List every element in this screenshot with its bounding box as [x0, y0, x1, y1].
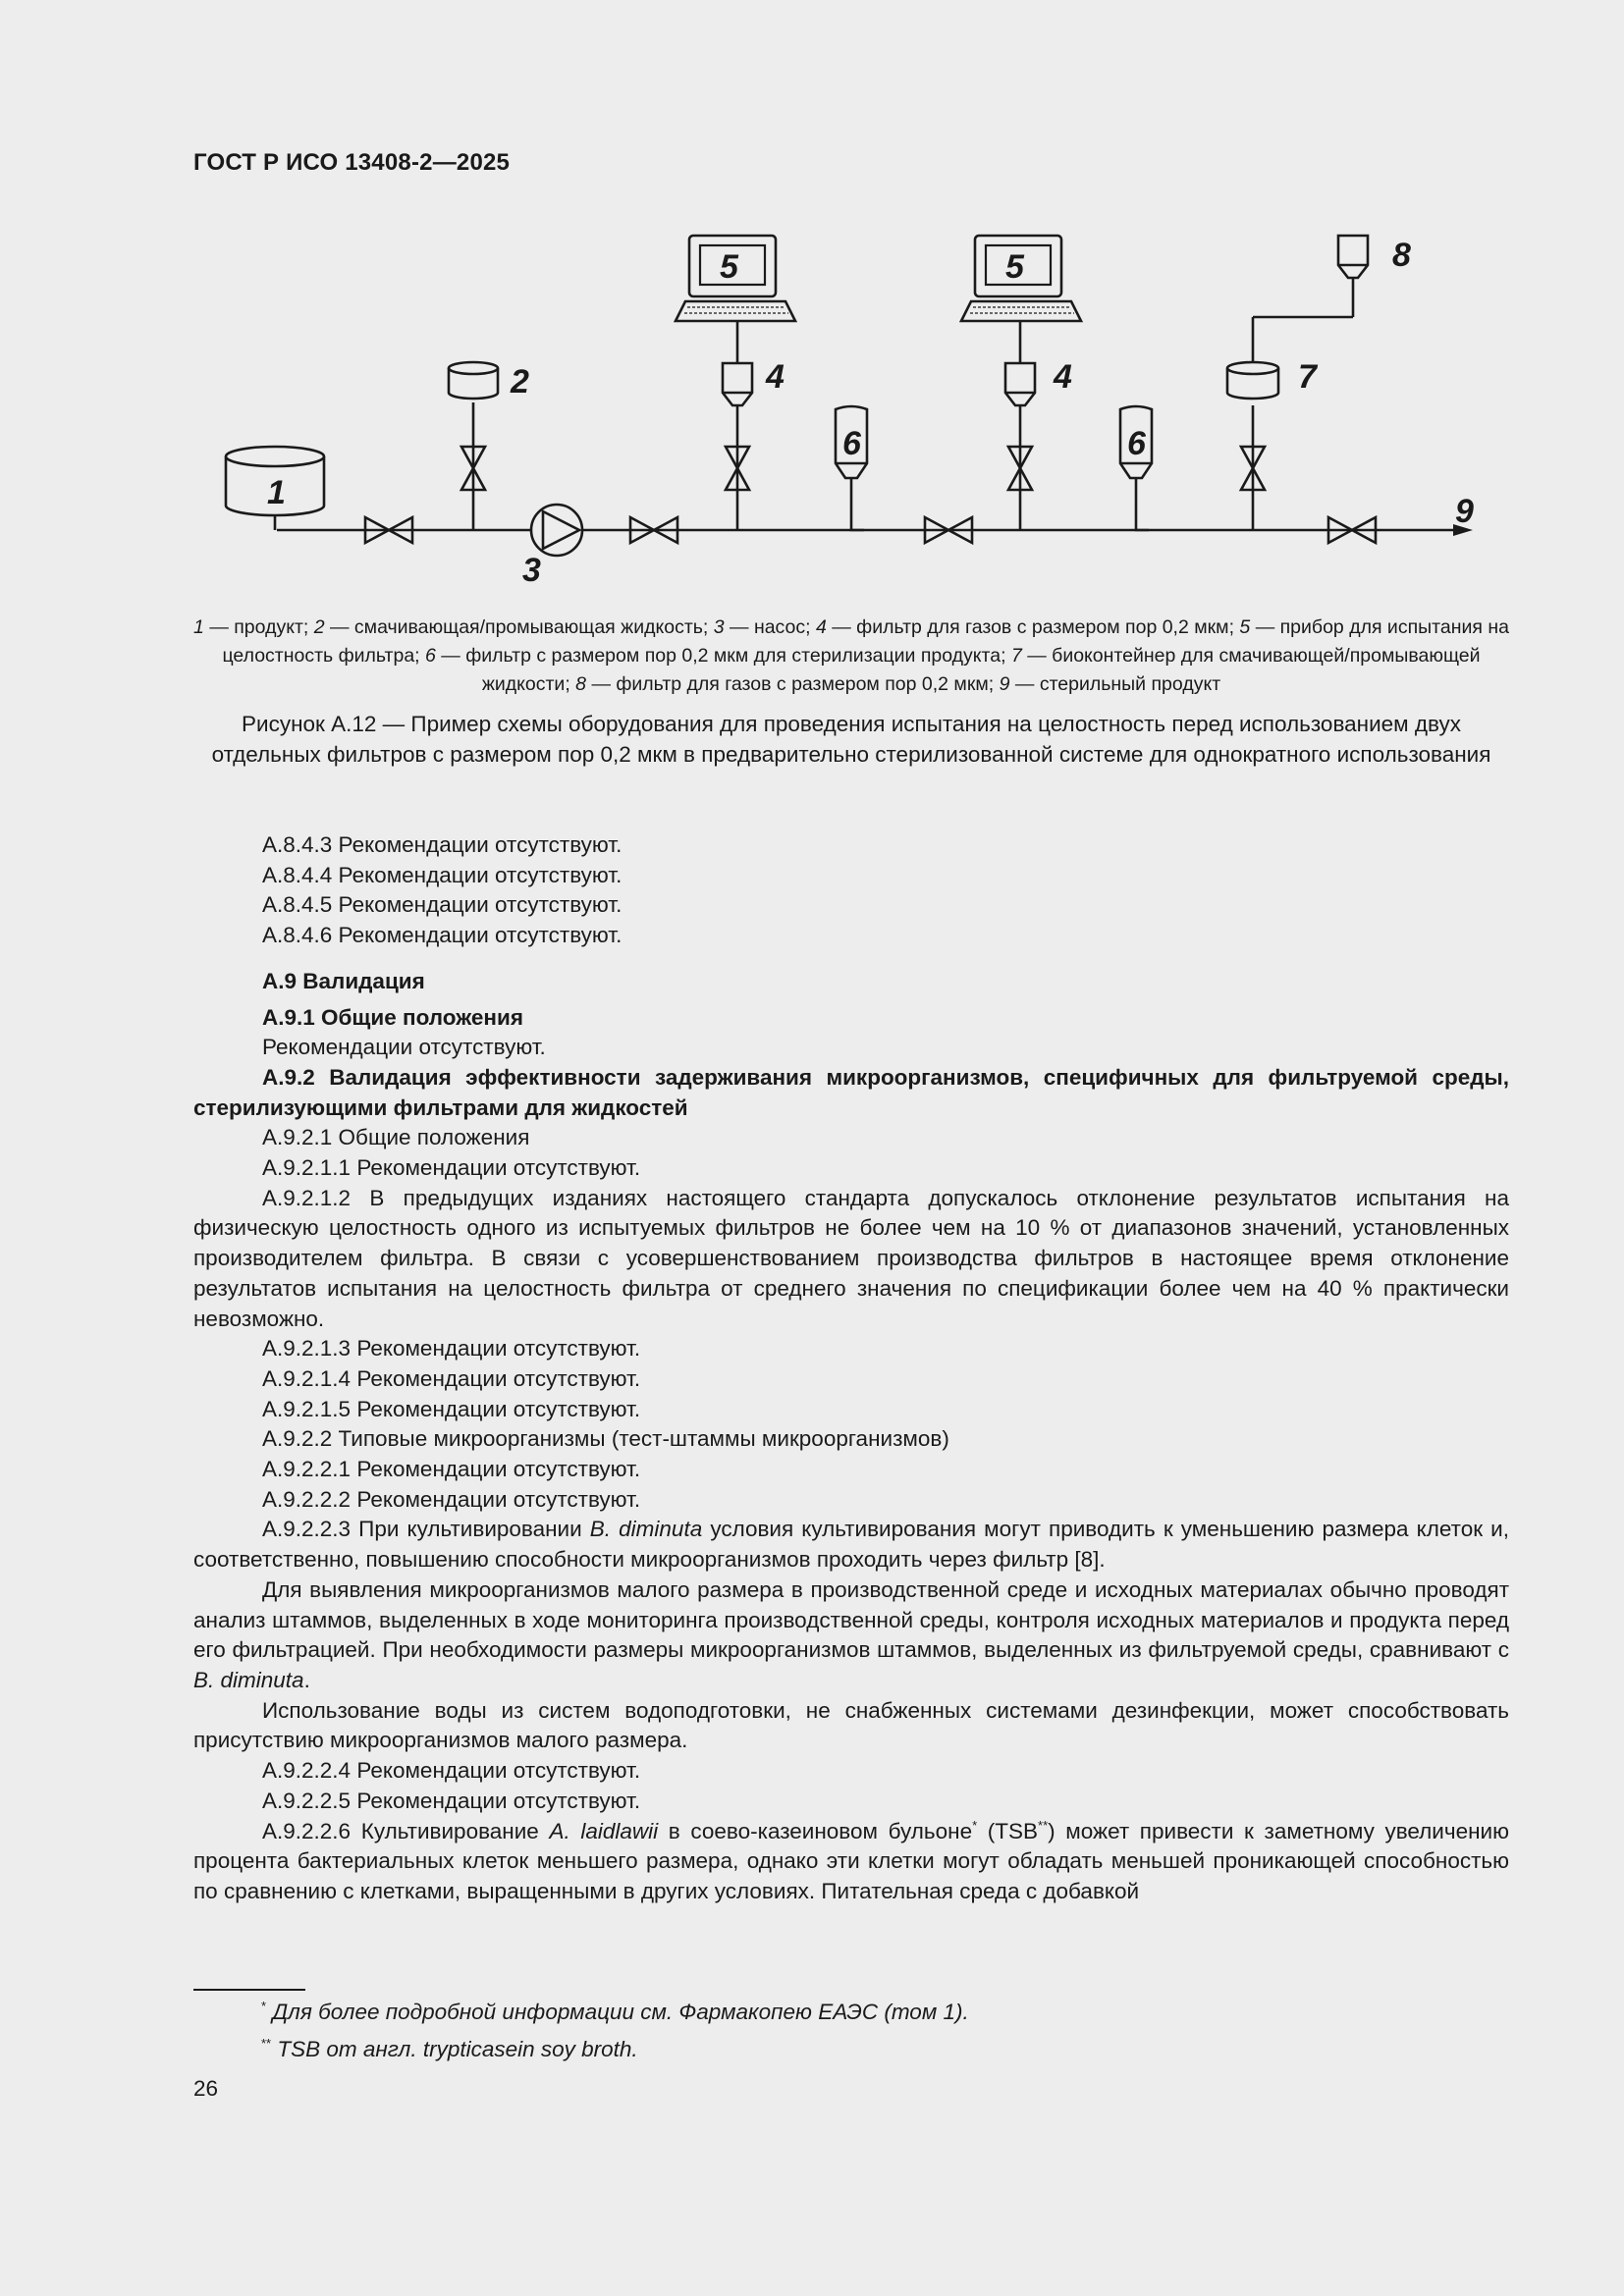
pump — [522, 505, 582, 589]
footnotes — [261, 1994, 1439, 2068]
legend-item: 6 — фильтр с размером пор 0,2 мкм для стерилизации продукта; — [425, 645, 1011, 667]
page-number: 26 — [193, 2076, 219, 2101]
product-tank — [226, 447, 324, 530]
section-heading-a9: А.9 Валидация — [262, 968, 425, 993]
clause-a9-2-1-1: А.9.2.1.1 Рекомендации отсутствуют. — [262, 1155, 641, 1181]
clause-a9-2-1-5: А.9.2.1.5 Рекомендации отсутствуют. — [262, 1396, 641, 1421]
legend-item: 1 — продукт; — [193, 616, 314, 638]
page-header: ГОСТ Р ИСО 13408-2—2025 — [193, 149, 511, 176]
clause-a9-2-2-3: А.9.2.2.3 При культивировании B. diminuta условия культивирования могут приводить к уменьшению размера клеток и, соответственно, повышению способности микроорганизмов проходить через фильтр [8]. — [193, 1517, 1509, 1573]
legend-item: 5 — прибор для испытания на целостность фильтра; — [222, 616, 1509, 667]
clause-a9-2-2: А.9.2.2 Типовые микроорганизмы (тест-штаммы микроорганизмов) — [262, 1426, 949, 1452]
footnote-divider — [193, 1989, 305, 1991]
equipment-diagram — [206, 221, 1502, 604]
svg-text:6: 6 — [842, 425, 861, 462]
svg-text:5: 5 — [720, 248, 738, 286]
clause-a8-4-3: А.8.4.3 Рекомендации отсутствуют. — [262, 832, 623, 857]
gas-filter-left — [723, 358, 785, 530]
gas-filter-right — [1005, 358, 1072, 530]
clause-a9-2-1: А.9.2.1 Общие положения — [262, 1125, 530, 1150]
clause-a9-2-1-3: А.9.2.1.3 Рекомендации отсутствуют. — [262, 1336, 641, 1362]
clause-a9-1-text: Рекомендации отсутствуют. — [262, 1035, 546, 1060]
paragraph-detection: Для выявления микроорганизмов малого размера в производственной среде и исходных материалах обычно проводят анализ штаммов, выделенных в ходе мониторинга производственной среды, контроля исходных материалов и продукта перед его фильтрацией. При необходимости размеры микроорганизмов штаммов, выделенных из фильтруемой среды, сравнивают с B. diminuta. — [193, 1576, 1509, 1692]
clause-a8-4-5: А.8.4.5 Рекомендации отсутствуют. — [262, 892, 623, 918]
svg-text:6: 6 — [1127, 425, 1146, 462]
figure-legend — [193, 614, 1509, 699]
legend-item: 7 — биоконтейнер для смачивающей/промывающей жидкости; — [481, 645, 1481, 695]
integrity-tester-right — [961, 236, 1081, 363]
figure-caption: Рисунок А.12 — Пример схемы оборудования для проведения испытания на целостность перед использованием двух отдельных фильтров с размером пор 0,2 мкм в предварительно стерилизованной системе для однократного использования — [211, 712, 1491, 767]
svg-text:4: 4 — [766, 358, 785, 396]
sterilizing-filter-left — [836, 406, 867, 530]
clause-a8-4-4: А.8.4.4 Рекомендации отсутствуют. — [262, 862, 623, 887]
biocontainer — [1227, 317, 1353, 530]
paragraph-water: Использование воды из систем водоподготовки, не снабженных системами дезинфекции, может способствовать присутствию микроорганизмов малого размера. — [193, 1697, 1509, 1753]
legend-item: 8 — фильтр для газов с размером пор 0,2 мкм; — [575, 673, 1000, 695]
clause-a9-2-2-5: А.9.2.2.5 Рекомендации отсутствуют. — [262, 1788, 641, 1813]
section-heading-a9-1: А.9.1 Общие положения — [262, 1004, 523, 1030]
footnote: * Для более подробной информации см. Фармакопею ЕАЭС (том 1). — [261, 1999, 969, 2024]
clause-a9-2-2-4: А.9.2.2.4 Рекомендации отсутствуют. — [262, 1758, 641, 1784]
svg-text:7: 7 — [1298, 358, 1317, 396]
clause-a9-2-2-1: А.9.2.2.1 Рекомендации отсутствуют. — [262, 1457, 641, 1482]
clause-a9-2-2-6: А.9.2.2.6 Культивирование A. laidlawii в соево-казеиновом бульоне* (TSB**) может привести к заметному увеличению процента бактериальных клеток меньшего размера, однако эти клетки могут обладать меньшей проникающей способностью по сравнению с клетками, выращенными в других условиях. Питательная среда с добавкой — [193, 1817, 1509, 1903]
svg-text:5: 5 — [1005, 248, 1024, 286]
clause-a9-2-1-4: А.9.2.1.4 Рекомендации отсутствуют. — [262, 1365, 641, 1391]
clause-a8-4-6: А.8.4.6 Рекомендации отсутствуют. — [262, 923, 623, 948]
svg-text:3: 3 — [522, 552, 541, 589]
legend-item: 4 — фильтр для газов с размером пор 0,2 мкм; — [815, 616, 1240, 638]
sterilizing-filter-right — [1120, 406, 1152, 530]
legend-item: 9 — стерильный продукт — [999, 673, 1221, 695]
gas-filter-top — [1338, 236, 1411, 317]
footnote: ** TSB от англ. trypticasein soy broth. — [261, 2036, 638, 2061]
legend-item: 3 — насос; — [713, 616, 816, 638]
clause-a9-2-1-2: А.9.2.1.2 В предыдущих изданиях настоящего стандарта допускалось отклонение результатов испытания на физическую целостность одного из испытуемых фильтров не более чем на 10 % от диапазонов значений, установленных производителем фильтра. В связи с усовершенствованием производства фильтров в настоящее время отклонение результатов испытания на целостность фильтра от среднего значения по спецификации более чем на 40 % практически невозможно. — [193, 1185, 1509, 1331]
clause-a9-2-2-2: А.9.2.2.2 Рекомендации отсутствуют. — [262, 1486, 641, 1512]
section-heading-a9-2: А.9.2 Валидация эффективности задерживания микроорганизмов, специфичных для фильтруемой среды, стерилизующими фильтрами для жидкостей — [193, 1064, 1509, 1120]
legend-item: 2 — смачивающая/промывающая жидкость; — [313, 616, 714, 638]
integrity-tester-left — [676, 236, 795, 363]
svg-text:1: 1 — [267, 474, 286, 511]
wetting-liquid-container — [449, 362, 529, 530]
svg-text:8: 8 — [1392, 237, 1411, 274]
svg-text:4: 4 — [1054, 358, 1072, 396]
document-body — [193, 830, 1509, 1907]
sterile-product-label: 9 — [1455, 493, 1474, 530]
svg-text:2: 2 — [511, 363, 529, 400]
